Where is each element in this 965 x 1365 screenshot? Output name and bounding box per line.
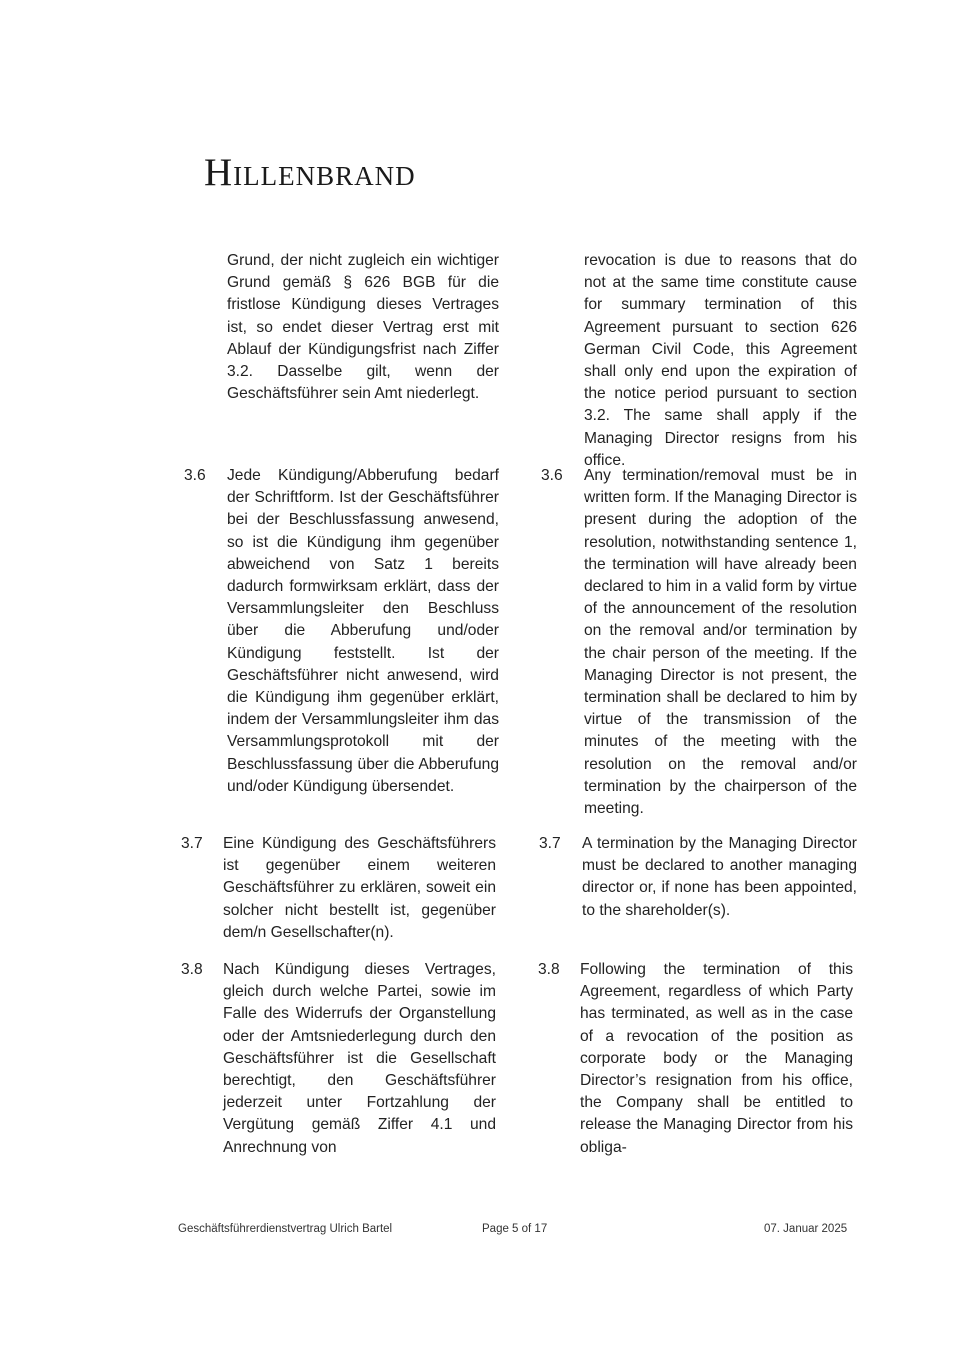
paragraph-de-3-6: Jede Kündigung/Abberufung bedarf der Schriftform. Ist der Geschäftsführer bei der Beschlussfassung anwesend, so ist die Kündigung ihm gegenüber abweichend von Satz 1 bereits dadurch formwirksam erklärt, dass der Versammlungsleiter den Beschluss über die Abberufung und/oder Kündigung feststellt. Ist der Geschäftsführer nicht anwesend, wird die Kündigung ihm gegenüber erklärt, indem der Versammlungsleiter ihm das Versammlungsprotokoll mit der Beschlussfassung über die Abberufung und/oder Kündigung übersendet. (227, 467, 499, 795)
paragraph-en-continuation: revocation is due to reasons that do not at the same time constitute cause for summary termination of this Agreement pursuant to section 626 German Civil Code, this Agreement shall only end upon the expiration of the notice period pursuant to section 3.2. The same shall apply if the Managing Director resigns from his office. (584, 252, 857, 469)
section-number-en-3-8: 3.8 (538, 961, 560, 978)
paragraph-de-3-7: Eine Kündigung des Geschäftsführers ist gegenüber einem weiteren Geschäftsführer zu erklären, soweit ein solcher nicht bestellt ist, gegenüber dem/n Gesellschafter(n). (223, 835, 496, 941)
paragraph-en-3-7: A termination by the Managing Director must be declared to another managing director or, if none has been appointed, to the shareholder(s). (582, 835, 857, 919)
section-number-de-3-6: 3.6 (184, 467, 206, 484)
section-number-de-3-8: 3.8 (181, 961, 203, 978)
section-number-de-3-7: 3.7 (181, 835, 203, 852)
company-logo: Hillenbrand (204, 151, 416, 194)
paragraph-en-3-8: Following the termination of this Agreement, regardless of which Party has terminated, as well as in the case of a revocation of the position as corporate body or the Managing Director’s resignation from his office, the Company shall be entitled to release the Managing Director from his obliga- (580, 961, 853, 1156)
footer-page-number: Page 5 of 17 (482, 1223, 548, 1235)
paragraph-de-3-8: Nach Kündigung dieses Vertrages, gleich durch welche Partei, sowie im Falle des Widerrufs der Organstellung oder der Amtsniederlegung durch den Geschäftsführer ist die Gesellschaft berechtigt, den Geschäftsführer jederzeit unter Fortzahlung der Vergütung gemäß Ziffer 4.1 und Anrechnung von (223, 961, 496, 1156)
footer-date: 07. Januar 2025 (764, 1223, 848, 1235)
section-number-en-3-7: 3.7 (539, 835, 561, 852)
section-number-en-3-6: 3.6 (541, 467, 563, 484)
paragraph-de-continuation: Grund, der nicht zugleich ein wichtiger Grund gemäß § 626 BGB für die fristlose Kündigung dieses Vertrages ist, so endet dieser Vertrag erst mit Ablauf der Kündigungsfrist nach Ziffer 3.2. Dasselbe gilt, wenn der Geschäftsführer sein Amt niederlegt. (227, 252, 499, 403)
paragraph-en-3-6: Any termination/removal must be in written form. If the Managing Director is present during the adoption of the resolution, notwithstanding sentence 1, the termination will have already been declared to him in a valid form by virtue of the announcement of the resolution on the removal and/or termination by the chair person of the meeting. If the Managing Director is not present, the termination shall be declared to him by virtue of the transmission of the minutes of the meeting with the resolution on the removal and/or termination by the chairperson of the meeting. (584, 467, 857, 818)
footer-document-title: Geschäftsführerdienstvertrag Ulrich Bartel (178, 1223, 393, 1235)
